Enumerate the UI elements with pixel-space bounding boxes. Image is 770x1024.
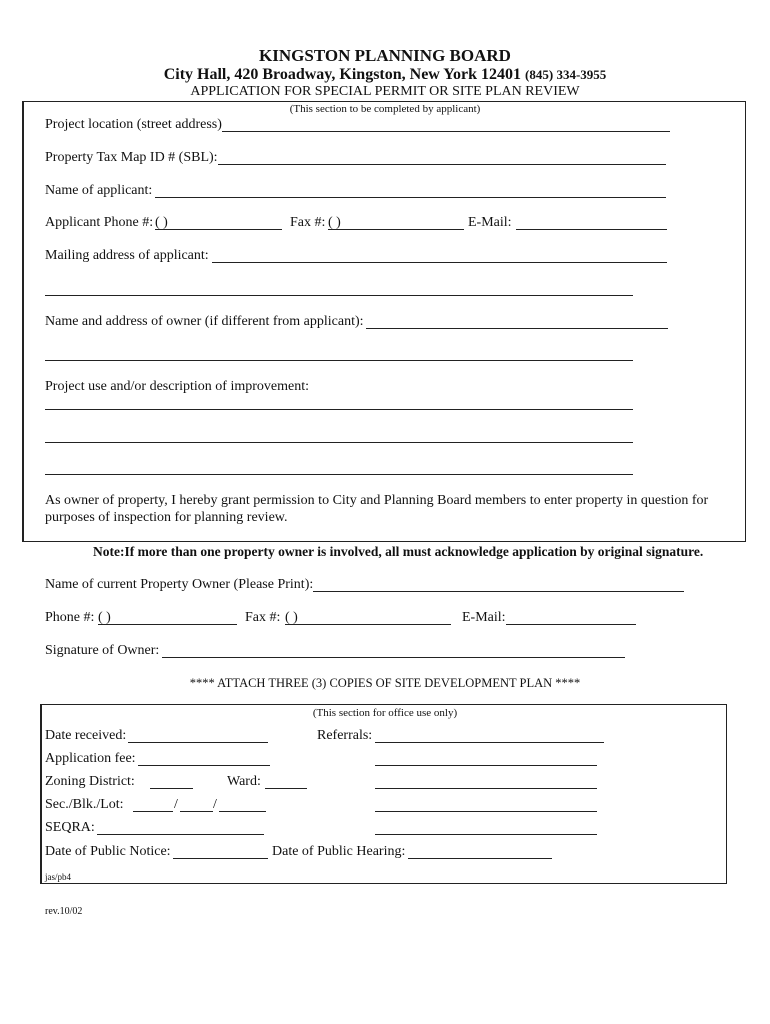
permission-text-line-1: As owner of property, I hereby grant permission to City and Planning Board members to enter property in question for [45,493,709,508]
sbl-slash-2: / [213,797,217,812]
ward-label: Ward: [227,774,261,789]
applicant-section-note: (This section to be completed by applicant) [289,103,481,115]
multiple-owner-note: Note:If more than one property owner is involved, all must acknowledge application by original signature. [93,544,704,559]
owner-email-label: E-Mail: [462,610,506,625]
permission-text-line-2: purposes of inspection for planning review. [45,510,288,525]
tax-map-label: Property Tax Map ID # (SBL): [45,150,218,165]
referrals-field-3[interactable] [375,788,597,789]
applicant-phone-field[interactable] [155,229,282,230]
owner-fax-area-code: ( ) [285,610,298,625]
zoning-district-field[interactable] [150,788,193,789]
project-use-field-1[interactable] [45,409,633,410]
seqra-field[interactable] [97,834,264,835]
applicant-fax-label: Fax #: [290,215,326,230]
project-use-field-2[interactable] [45,442,633,443]
seqra-label: SEQRA: [45,820,95,835]
sbl-label: Sec./Blk./Lot: [45,797,124,812]
sbl-slash-1: / [174,797,178,812]
project-use-label: Project use and/or description of improvement: [45,379,309,394]
applicant-fax-area-code: ( ) [328,215,341,230]
referrals-field-2[interactable] [375,765,597,766]
owner-phone-field[interactable] [98,624,237,625]
project-location-label: Project location (street address) [45,117,222,132]
sbl-section-field[interactable] [133,811,173,812]
applicant-email-field[interactable] [516,229,667,230]
project-location-field[interactable] [222,131,670,132]
referrals-field-5[interactable] [375,834,597,835]
applicant-name-label: Name of applicant: [45,183,153,198]
application-fee-label: Application fee: [45,751,136,766]
referrals-label: Referrals: [317,728,373,743]
application-fee-field[interactable] [138,765,270,766]
office-phone: (845) 334-3955 [525,67,607,82]
owner-address-field-2[interactable] [45,360,633,361]
owner-signature-label: Signature of Owner: [45,643,160,658]
applicant-phone-area-code: ( ) [155,215,168,230]
office-address: City Hall, 420 Broadway, Kingston, New York 12401 [163,66,522,83]
form-address-line [0,66,770,84]
date-received-field[interactable] [128,742,268,743]
owner-phone-area-code: ( ) [98,610,111,625]
owner-address-field-1[interactable] [366,328,668,329]
zoning-district-label: Zoning District: [45,774,135,789]
owner-email-field[interactable] [506,624,636,625]
applicant-phone-label: Applicant Phone #: [45,215,154,230]
mailing-address-field-2[interactable] [45,295,633,296]
mailing-address-label: Mailing address of applicant: [45,248,209,263]
ward-field[interactable] [265,788,307,789]
owner-fax-field[interactable] [285,624,451,625]
referrals-field-4[interactable] [375,811,597,812]
jas-code: jas/pb4 [45,872,71,882]
public-notice-label: Date of Public Notice: [45,844,171,859]
date-received-label: Date received: [45,728,127,743]
office-section-note: (This section for office use only) [312,707,458,719]
sbl-lot-field[interactable] [219,811,266,812]
project-use-field-3[interactable] [45,474,633,475]
owner-signature-field[interactable] [162,657,625,658]
applicant-name-field[interactable] [155,197,666,198]
sbl-block-field[interactable] [180,811,213,812]
public-notice-field[interactable] [173,858,268,859]
owner-address-label: Name and address of owner (if different from applicant): [45,314,364,329]
owner-phone-label: Phone #: [45,610,95,625]
referrals-field-1[interactable] [375,742,604,743]
public-hearing-field[interactable] [408,858,552,859]
owner-name-label: Name of current Property Owner (Please Print): [45,577,314,592]
applicant-email-label: E-Mail: [468,215,512,230]
applicant-fax-field[interactable] [328,229,464,230]
form-title: KINGSTON PLANNING BOARD [259,46,511,65]
mailing-address-field-1[interactable] [212,262,667,263]
tax-map-field[interactable] [218,164,666,165]
attach-copies-note: **** ATTACH THREE (3) COPIES OF SITE DEVELOPMENT PLAN **** [189,676,581,690]
owner-name-field[interactable] [313,591,684,592]
revision-code: rev.10/02 [45,906,83,917]
public-hearing-label: Date of Public Hearing: [272,844,406,859]
form-subtitle: APPLICATION FOR SPECIAL PERMIT OR SITE PLAN REVIEW [190,84,580,99]
owner-fax-label: Fax #: [245,610,281,625]
